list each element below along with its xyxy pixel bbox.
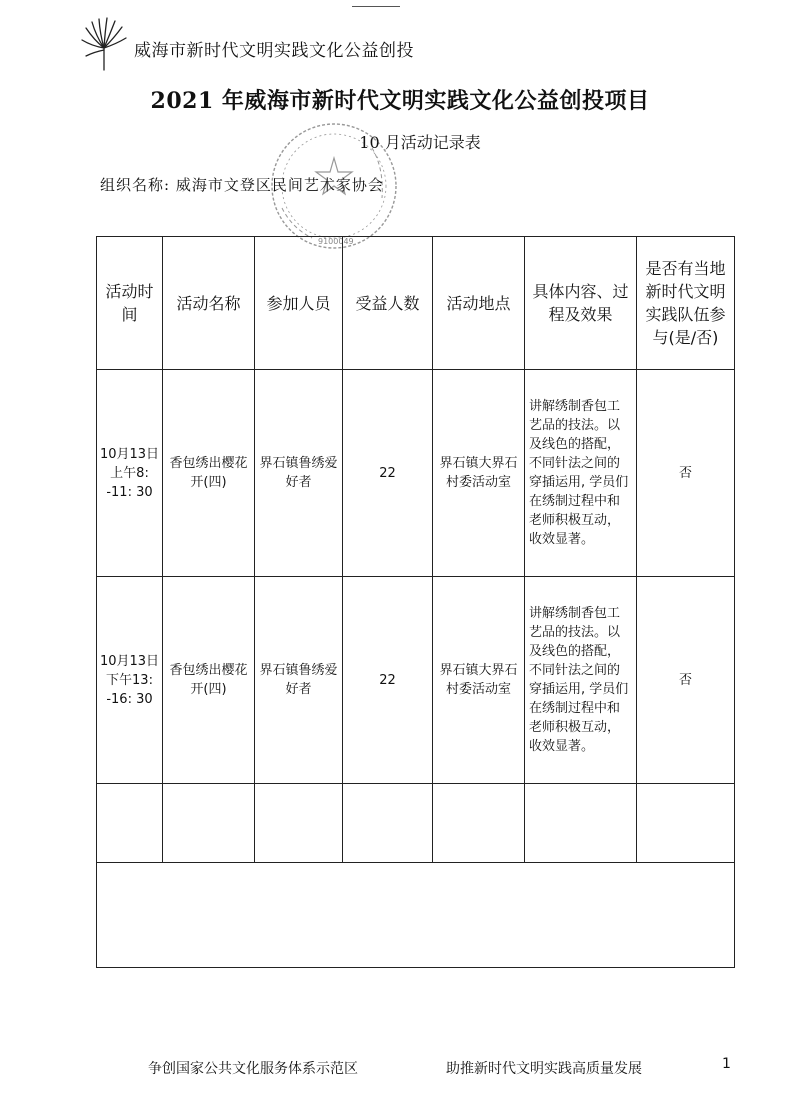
header-activity-time: 活动时间 — [97, 237, 163, 370]
footer-slogan-right: 助推新时代文明实践高质量发展 — [446, 1061, 642, 1077]
header-beneficiaries: 受益人数 — [343, 237, 433, 370]
official-seal-stamp — [252, 118, 412, 252]
cell-content: 讲解绣制香包工艺品的技法。以及线色的搭配，不同针法之间的穿插运用, 学员们在绣制过程中和老师积极互动，收效显著。 — [525, 577, 637, 784]
organization-value: 威海市文登区民间艺术家协会 — [175, 176, 384, 194]
cell-name: 香包绣出樱花开(四) — [163, 577, 255, 784]
empty-table-row — [97, 784, 735, 863]
header-participants: 参加人员 — [255, 237, 343, 370]
organization-label: 组织名称: — [100, 176, 171, 194]
table-header-row — [97, 237, 735, 370]
cell-time: 10月13日下午13: -16: 30 — [97, 577, 163, 784]
table-row — [97, 577, 735, 784]
cell-time: 10月13日上午8: -11: 30 — [97, 370, 163, 577]
logo-icon — [80, 16, 128, 72]
cell-name: 香包绣出樱花开(四) — [163, 370, 255, 577]
page-subtitle: 10 月活动记录表 — [359, 133, 481, 152]
table-row — [97, 370, 735, 577]
notes-row — [97, 863, 735, 968]
cell-team: 否 — [637, 577, 735, 784]
header-activity-name: 活动名称 — [163, 237, 255, 370]
cell-team: 否 — [637, 370, 735, 577]
header-location: 活动地点 — [433, 237, 525, 370]
stamp-number: 9100049 — [318, 237, 354, 246]
footer-slogan-left: 争创国家公共文化服务体系示范区 — [148, 1061, 358, 1077]
cell-location: 界石镇大界石村委活动室 — [433, 370, 525, 577]
header-org-name: 威海市新时代文明实践文化公益创投 — [134, 40, 414, 61]
header-content: 具体内容、过程及效果 — [525, 237, 637, 370]
cell-content: 讲解绣制香包工艺品的技法。以及线色的搭配，不同针法之间的穿插运用, 学员们在绣制过程中和老师积极互动，收效显著。 — [525, 370, 637, 577]
document-header — [80, 16, 414, 72]
cell-beneficiaries: 22 — [343, 370, 433, 577]
header-team-participation: 是否有当地新时代文明实践队伍参与(是/否) — [637, 237, 735, 370]
cell-participants: 界石镇鲁绣爱好者 — [255, 577, 343, 784]
top-rule — [352, 6, 400, 7]
cell-beneficiaries: 22 — [343, 577, 433, 784]
cell-participants: 界石镇鲁绣爱好者 — [255, 370, 343, 577]
activity-record-table — [96, 236, 735, 968]
page-number: 1 — [722, 1056, 731, 1072]
page-title: 2021 年威海市新时代文明实践文化公益创投项目 — [150, 88, 650, 114]
cell-location: 界石镇大界石村委活动室 — [433, 577, 525, 784]
